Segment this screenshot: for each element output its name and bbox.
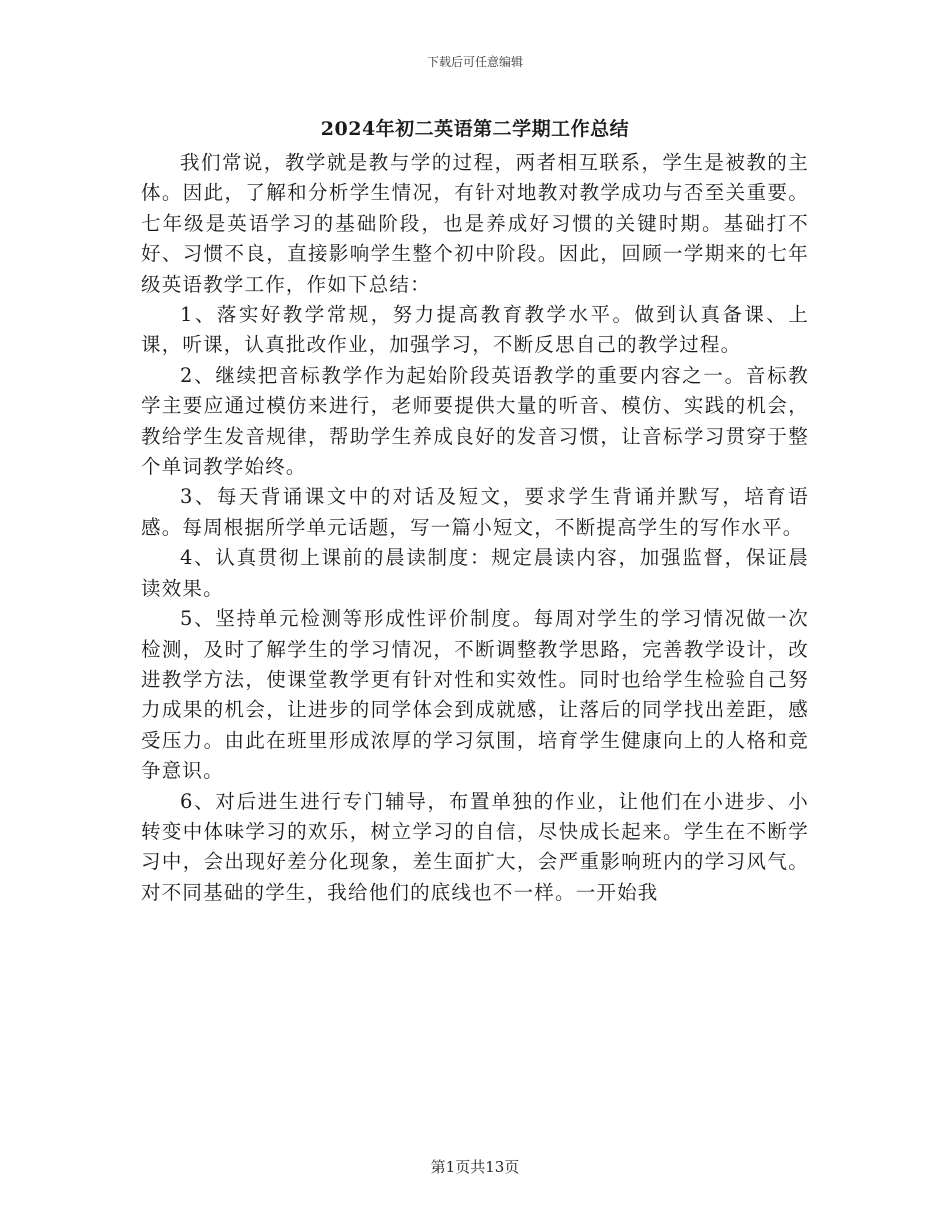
paragraph-item-1: 1、落实好教学常规，努力提高教育教学水平。做到认真备课、上课，听课，认真批改作业，加强学习，不断反思自己的教学过程。	[141, 303, 809, 357]
page-number: 第1页共13页	[430, 1158, 520, 1176]
paragraph-intro: 我们常说，教学就是教与学的过程，两者相互联系，学生是被教的主体。因此，了解和分析学生情况，有针对地教对教学成功与否至关重要。七年级是英语学习的基础阶段，也是养成好习惯的关键时期。基础打不好、习惯不良，直接影响学生整个初中阶段。因此，回顾一学期来的七年级英语教学工作，作如下总结：	[141, 151, 809, 296]
paragraph-item-3: 3、每天背诵课文中的对话及短文，要求学生背诵并默写，培育语感。每周根据所学单元话题，写一篇小短文，不断提高学生的写作水平。	[141, 485, 809, 539]
paragraph-item-2: 2、继续把音标教学作为起始阶段英语教学的重要内容之一。音标教学主要应通过模仿来进行，老师要提供大量的听音、模仿、实践的机会，教给学生发音规律，帮助学生养成良好的发音习惯，让音标学习贯穿于整个单词教学始终。	[141, 363, 809, 479]
document-body	[141, 148, 809, 908]
paragraph-item-5: 5、坚持单元检测等形成性评价制度。每周对学生的学习情况做一次检测，及时了解学生的学习情况，不断调整教学思路，完善教学设计，改进教学方法，使课堂教学更有针对性和实效性。同时也给学生检验自己努力成果的机会，让进步的同学体会到成就感，让落后的同学找出差距，感受压力。由此在班里形成浓厚的学习氛围，培育学生健康向上的人格和竞争意识。	[141, 607, 809, 783]
document-title: 2024年初二英语第二学期工作总结	[320, 118, 630, 140]
header-note: 下载后可任意编辑	[426, 55, 523, 69]
paragraph-item-4: 4、认真贯彻上课前的晨读制度：规定晨读内容，加强监督，保证晨读效果。	[141, 546, 809, 600]
paragraph-item-6: 6、对后进生进行专门辅导，布置单独的作业，让他们在小进步、小转变中体味学习的欢乐，树立学习的自信，尽快成长起来。学生在不断学习中，会出现好差分化现象，差生面扩大，会严重影响班内的学习风气。对不同基础的学生，我给他们的底线也不一样。一开始我	[141, 789, 809, 904]
